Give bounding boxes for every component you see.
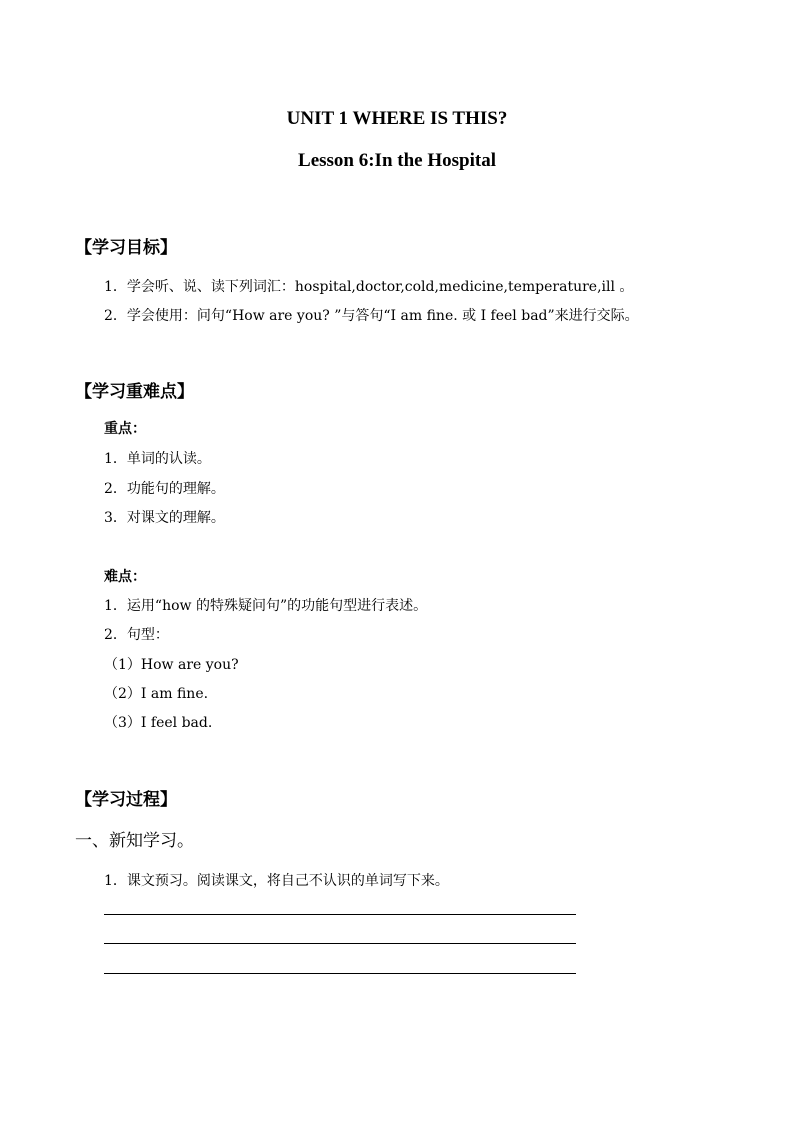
objectives-heading: 【学习目标】 [75, 238, 177, 258]
focus-label: 重点： [104, 421, 146, 437]
part1-title: 一、新知学习。 [75, 831, 194, 851]
pattern-2: （2）I am fine. [104, 686, 209, 702]
objective-item-1: 1．学会听、说、读下列词汇：hospital,doctor,cold,medicine,temperature,ill 。 [104, 279, 634, 295]
unit-title: UNIT 1 WHERE IS THIS? [286, 108, 508, 129]
difficulty-item-2: 2．句型： [104, 627, 169, 643]
answer-line-1 [104, 914, 576, 915]
process-heading: 【学习过程】 [75, 790, 177, 810]
task1-text: 1．课文预习。阅读课文，将自己不认识的单词写下来。 [104, 873, 449, 889]
answer-line-3 [104, 973, 576, 974]
focus-item-3: 3．对课文的理解。 [104, 510, 225, 526]
lesson-title: Lesson 6:In the Hospital [298, 150, 496, 171]
pattern-1: （1）How are you? [104, 657, 239, 673]
difficulty-item-1: 1．运用“how 的特殊疑问句”的功能句型进行表述。 [104, 598, 428, 614]
difficulty-label: 难点： [104, 569, 146, 585]
objective-item-2: 2．学会使用：问句“How are you? ”与答句“I am fine. 或 I feel bad”来进行交际。 [104, 308, 639, 324]
focus-item-2: 2．功能句的理解。 [104, 481, 225, 497]
key-points-heading: 【学习重难点】 [75, 382, 194, 402]
answer-line-2 [104, 943, 576, 944]
pattern-3: （3）I feel bad. [104, 715, 213, 731]
focus-item-1: 1．单词的认读。 [104, 451, 211, 467]
